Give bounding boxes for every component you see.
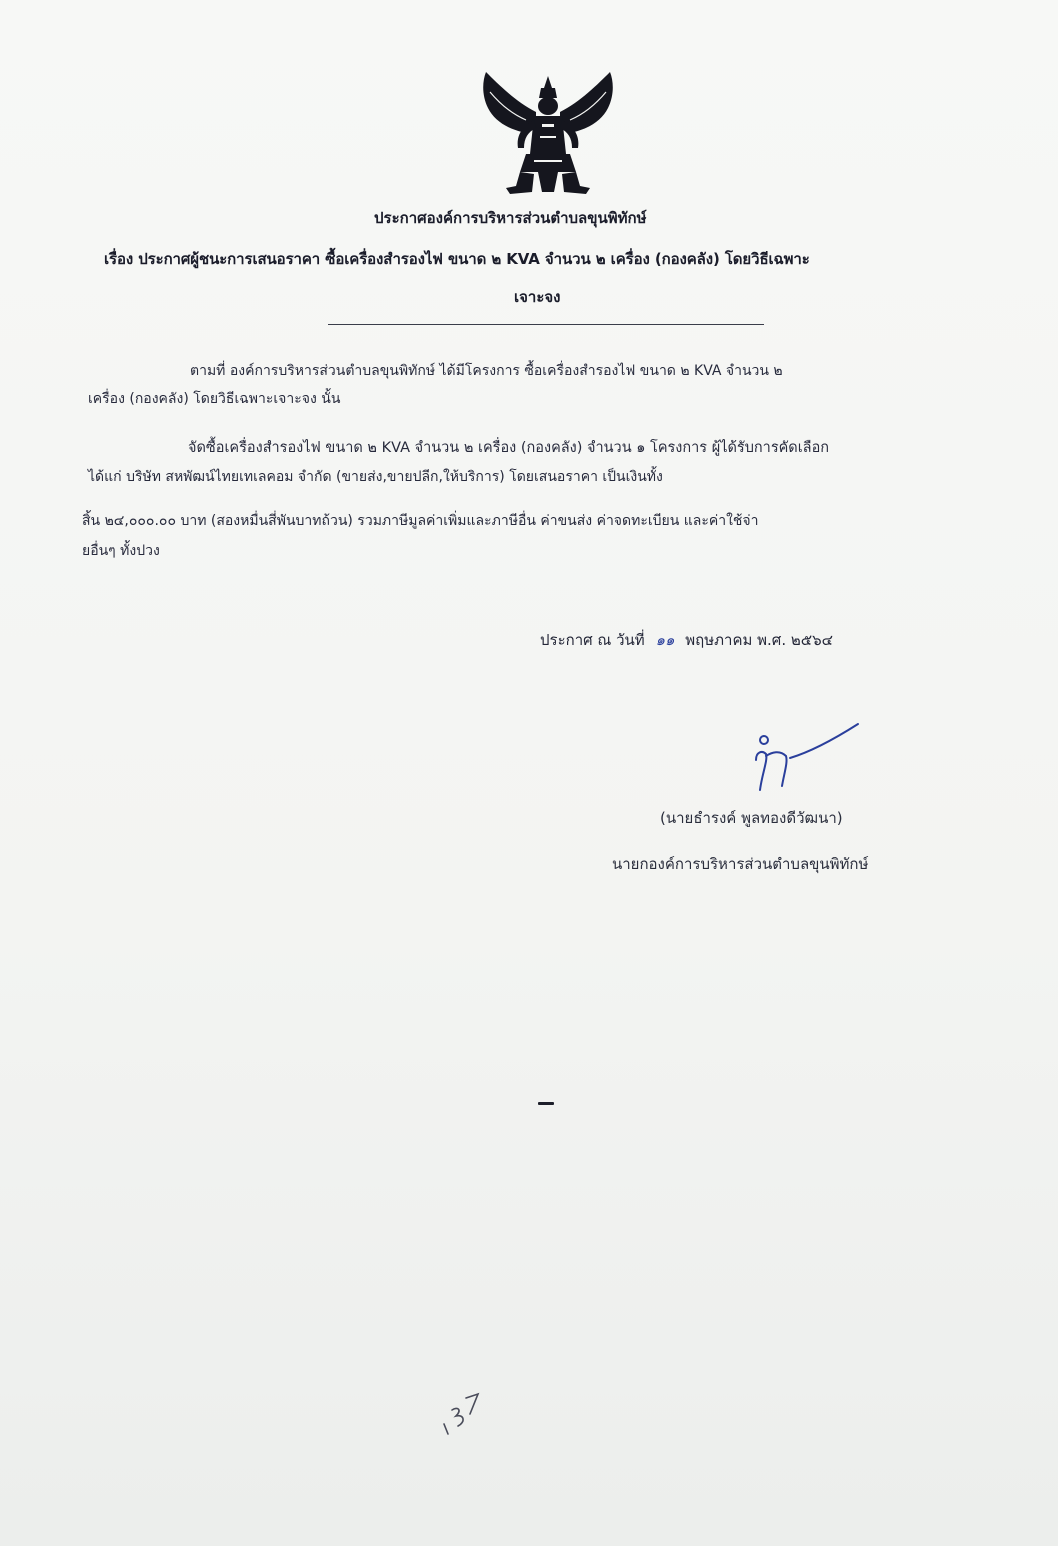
- announcement-date: [540, 628, 833, 652]
- subject-line-continuation: เจาะจง: [514, 288, 561, 306]
- paragraph-1-line-1: ตามที่ องค์การบริหารส่วนตำบลขุนพิทักษ์ ได้มีโครงการ ซื้อเครื่องสำรองไฟ ขนาด ๒ KVA จำนวน ๒: [190, 363, 783, 379]
- date-day-handwritten: ๑๑: [655, 631, 675, 649]
- heading-divider: [328, 324, 764, 325]
- document-heading: ประกาศองค์การบริหารส่วนตำบลขุนพิทักษ์: [374, 209, 647, 227]
- ink-mark: [538, 1102, 554, 1105]
- handwritten-page-note: [434, 1380, 486, 1436]
- paragraph-2-line-1: จัดซื้อเครื่องสำรองไฟ ขนาด ๒ KVA จำนวน ๒ เครื่อง (กองคลัง) จำนวน ๑ โครงการ ผู้ได้รับการคัดเลือก: [188, 440, 830, 456]
- paragraph-2-line-2: ได้แก่ บริษัท สหพัฒน์ไทยเทเลคอม จำกัด (ขายส่ง,ขายปลีก,ให้บริการ) โดยเสนอราคา เป็นเงินทั้ง: [88, 469, 663, 485]
- signer-name: (นายธำรงค์ พูลทองดีวัฒนา): [660, 809, 843, 827]
- date-month-year: พฤษภาคม พ.ศ. ๒๕๖๔: [685, 631, 833, 649]
- date-prefix: ประกาศ ณ วันที่: [540, 631, 645, 649]
- paragraph-1-line-2: เครื่อง (กองคลัง) โดยวิธีเฉพาะเจาะจง นั้น: [88, 391, 341, 407]
- handwritten-signature-icon: [740, 716, 870, 798]
- subject-line: เรื่อง ประกาศผู้ชนะการเสนอราคา ซื้อเครื่องสำรองไฟ ขนาด ๒ KVA จำนวน ๒ เครื่อง (กองคลัง) โดยวิธีเฉพาะ: [104, 250, 810, 268]
- garuda-emblem-icon: [476, 62, 620, 198]
- paragraph-2-line-3: สิ้น ๒๔,๐๐๐.๐๐ บาท (สองหมื่นสี่พันบาทถ้วน) รวมภาษีมูลค่าเพิ่มและภาษีอื่น ค่าขนส่ง ค่าจดทะเบียน และค่าใช้จ่า: [82, 513, 759, 529]
- signer-title: นายกองค์การบริหารส่วนตำบลขุนพิทักษ์: [612, 855, 869, 873]
- paragraph-2-line-4: ยอื่นๆ ทั้งปวง: [82, 543, 160, 559]
